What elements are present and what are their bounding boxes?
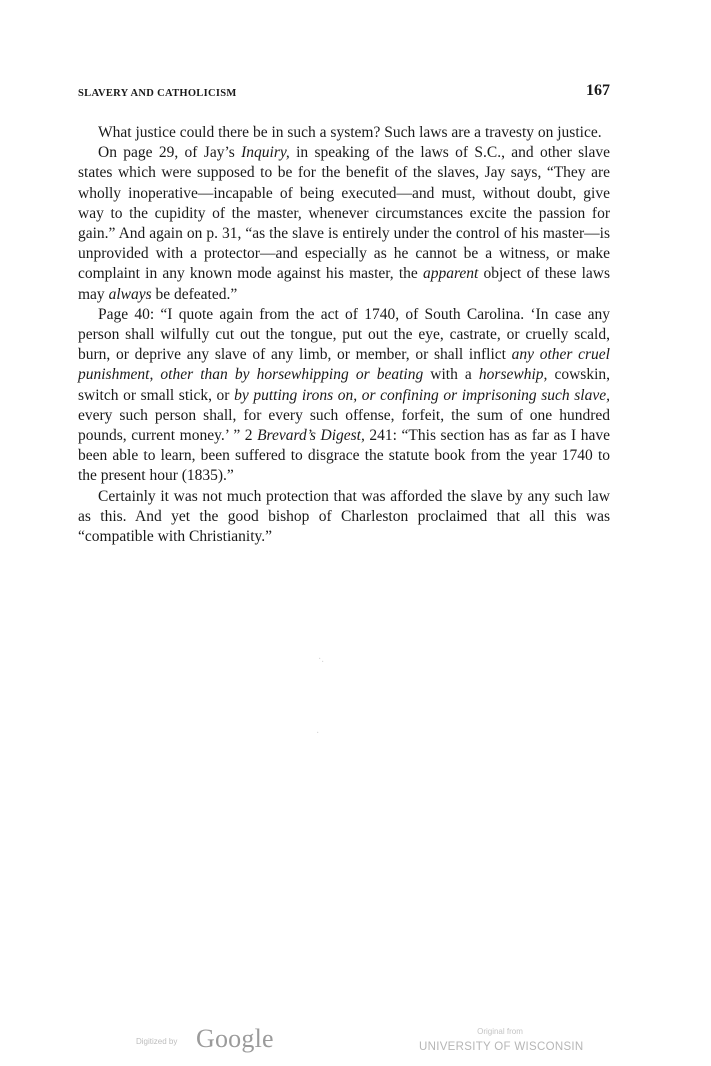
scan-speck: ·. [318, 654, 324, 665]
text-run: every such person shall, for every such offense, forfeit, the sum of one hundred pounds, current money.’ ” 2 [78, 406, 610, 445]
google-logo: Google [196, 1024, 274, 1053]
text-run: be defeated.” [151, 285, 238, 303]
running-head [78, 82, 610, 106]
italic-run: horsewhip, [478, 366, 548, 384]
italic-run: apparent [422, 265, 479, 283]
paragraph [78, 143, 610, 305]
italic-run: always [108, 285, 152, 303]
digitized-by-label: Digitized by [136, 1037, 178, 1046]
body-text [78, 123, 610, 547]
running-title: SLAVERY AND CATHOLICISM [78, 88, 237, 99]
italic-run: Brevard’s Digest, [257, 427, 365, 445]
page-number: 167 [586, 82, 610, 99]
text-run: with a [423, 366, 479, 384]
italic-run: by putting irons on, or confining or imprisoning such slave, [234, 386, 610, 404]
italic-run: Inquiry, [241, 144, 290, 162]
scan-speck: · [316, 728, 320, 739]
text-run: On page 29, of Jay’s [98, 144, 242, 162]
source-library-name: UNIVERSITY OF WISCONSIN [419, 1041, 584, 1053]
text-run: 241: “This section has as far as I have been able to learn, been suffered to disgrace the statute book from the year 1740 to the present hour (1835).” [78, 427, 610, 485]
text-run: object of these laws may [78, 265, 610, 303]
text-run: cowskin, switch or small stick, or [78, 366, 610, 404]
text-run: Certainly it was not much protection that was afforded the slave by any such law as this. And yet the good bishop of Charleston proclaimed that all this was “compatible with Christianity.” [78, 487, 610, 546]
paragraph [78, 123, 610, 143]
italic-run: any other cruel punishment, other than by horsewhipping or beating [78, 346, 610, 384]
paragraph [78, 305, 610, 487]
text-run: in speaking of the laws of S.C., and other slave states which were supposed to be for the benefit of the slaves, Jay says, “They are wholly inoperative—incapable of being executed—and must, without doubt, give way to the cupidity of the master, whenever circumstances excite the passion for gain.” And again on p. 31, “as the slave is entirely under the control of his master—is unprovided with a protector—and especially as he cannot be a witness, or make complaint in any known mode against his master, the [78, 144, 610, 283]
text-run: Page 40: “I quote again from the act of 1740, of South Carolina. ‘In case any person shall wilfully cut out the tongue, put out the eye, castrate, or cruelly scald, burn, or deprive any slave of any limb, or member, or shall inflict [78, 305, 610, 364]
original-from-label: Original from [477, 1027, 523, 1036]
text-run: What justice could there be in such a system? Such laws are a travesty on justice. [98, 124, 602, 141]
scan-footer [0, 1015, 711, 1065]
paragraph [78, 487, 610, 548]
